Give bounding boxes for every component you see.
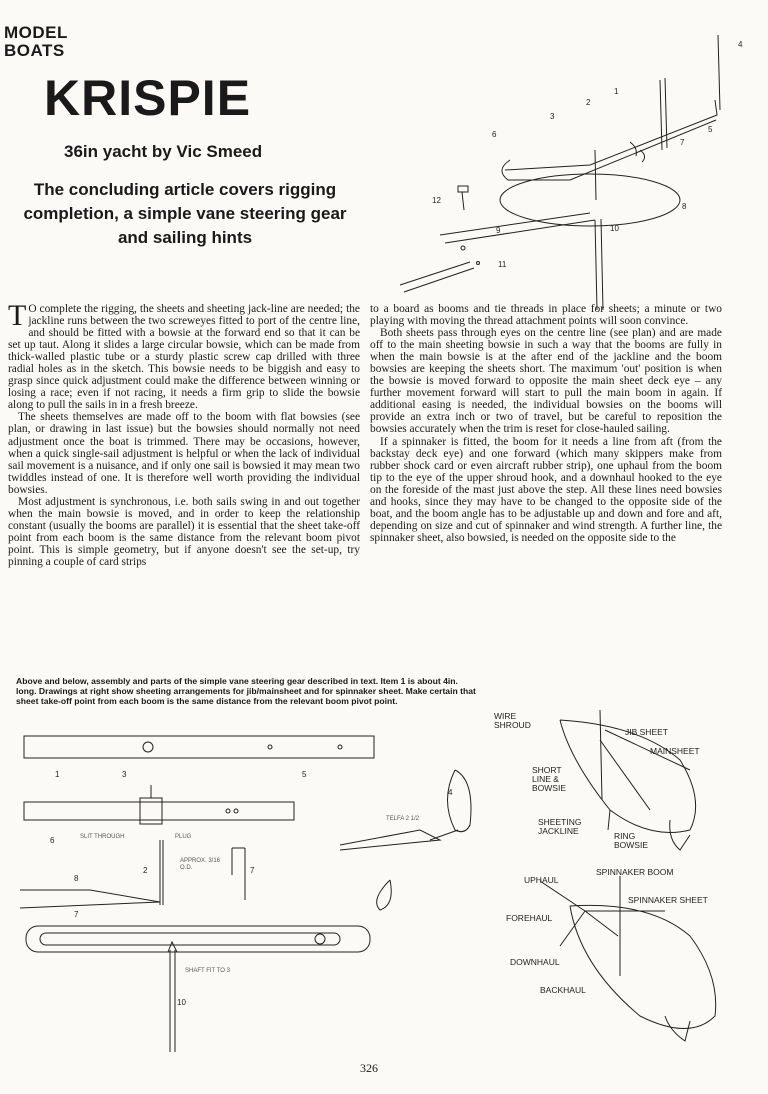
assembly-label-7: 7: [680, 138, 685, 147]
rig-label-short-line: SHORT LINE & BOWSIE: [532, 765, 567, 793]
rig-label-forehaul: FOREHAUL: [506, 913, 553, 923]
part-note-fin: TELFA 2 1/2: [386, 816, 420, 822]
rig-label-spinnaker-sheet: SPINNAKER SHEET: [628, 895, 708, 905]
assembly-label-9: 9: [496, 226, 501, 235]
part-note-approx: APPROX. 3/16 O.D.: [180, 858, 221, 871]
article-column-left: [8, 299, 360, 568]
assembly-label-3: 3: [550, 112, 555, 121]
assembly-label-4: 4: [738, 40, 743, 49]
vane-parts-drawing: [0, 730, 490, 1060]
part-note-shaft: SHAFT FIT TO 3: [185, 968, 230, 974]
part-label-6: 6: [50, 836, 55, 845]
rig-label-downhaul: DOWNHAUL: [510, 957, 560, 967]
part-label-7b: 7: [74, 910, 79, 919]
rig-label-jib-sheet: JIB SHEET: [625, 727, 668, 737]
assembly-label-6: 6: [492, 130, 497, 139]
assembly-label-11: 11: [498, 260, 507, 269]
assembly-label-2: 2: [586, 98, 591, 107]
assembly-label-12: 12: [432, 196, 441, 205]
part-label-4: 4: [448, 788, 453, 797]
part-note-slit: SLIT THROUGH: [80, 834, 125, 840]
paragraph: O complete the rigging, the sheets and sheeting jack-line are needed; the jackline runs between the two screweyes fitted to port of the centre line, and should be fitted with a bowsie at the forward end so that it can be set up taut. Along it slides a large circular bowsie, which can be made from thick-walled plastic tube or a sturdy plastic screw cap drilled with three radial holes as in the sketch. This bowsie needs to be biggish and easy to grasp since quick adjustment could make the difference between winning or losing a race; even if not racing, it needs a firm grip to slide the bowsie along to pull the sails in in a fresh breeze.: [8, 303, 360, 412]
part-label-7: 7: [250, 866, 255, 875]
article-column-right: [370, 303, 722, 544]
vane-assembly-drawing: [390, 30, 760, 300]
rig-label-mainsheet: MAINSHEET: [650, 746, 700, 756]
assembly-label-8: 8: [682, 202, 687, 211]
article-title: KRISPIE: [44, 70, 252, 126]
rig-label-wire-shroud: WIRE SHROUD: [494, 711, 531, 730]
standfirst: The concluding article covers rigging completion, a simple vane steering gear and sailing hints: [23, 180, 347, 247]
masthead-line2: BOATS: [4, 41, 65, 60]
page-number: 326: [360, 1061, 378, 1075]
paragraph: Most adjustment is synchronous, i.e. both sails swing in and out together when the main bowsie is moved, and in order to keep the relationship constant (usually the booms are parallel) it is essential that the sheet take-off point from each boom is the same distance from the relevant boom pivot point. This is simple geometry, but if anyone doesn't see the set-up, try pinning a couple of card strips: [8, 495, 360, 568]
part-label-10: 10: [177, 998, 186, 1007]
part-label-1: 1: [55, 770, 60, 779]
assembly-label-5: 5: [708, 125, 713, 134]
rig-label-ring-bowsie: RING BOWSIE: [614, 831, 649, 850]
assembly-label-1: 1: [614, 87, 619, 96]
assembly-label-10: 10: [610, 224, 619, 233]
spinnaker-arrangement-drawing: [500, 866, 760, 1046]
paragraph: If a spinnaker is fitted, the boom for it needs a line from aft (from the backstay deck eye) and one forward (which many skippers make from rubber shock card or even aircraft rubber strip), one uphaul from the boom tip to the eye of the upper shroud hook, and a downhaul hooked to the eye on the foreside of the mast just above the step. All these lines need bowsies and hooks, since they may have to be changed to the opposite side of the boat, and the boom angle has to be adjustable up and down and fore and aft, depending on size and cut of spinnaker and wind strength. A further line, the spinnaker sheet, also bowsied, is needed on the opposite side to the: [370, 435, 722, 544]
masthead-line1: MODEL: [4, 23, 68, 42]
spinnaker-hull-svg: [500, 866, 760, 1046]
paragraph: Both sheets pass through eyes on the centre line (see plan) and are made off to the main sheeting bowsie in such a way that the booms are fully in when the main bowsie is at the after end of the jackline and the boom bowsies are keeping the sheets short. The maximum 'out' position is when the bowsie is moved forward to opposite the main sheet deck eye – any further movement forward will start to pull the main boom in again. If additional easing is needed, the individual bowsies on the booms will provide an extra inch or two of travel, but be careful to reposition the bowsies accurately when the trim is reset for close-hauled sailing.: [370, 327, 722, 436]
vane-parts-svg: [0, 730, 490, 1060]
paragraph: The sheets themselves are made off to the boom with flat bowsies (see plan, or drawing in last issue) but the bowsies should normally not need adjustment once the boat is trimmed. There may be occasions, however, when a quick single-sail adjustment is helpful or when the lack of individual sail movement is a nuisance, and if only one sail is bowsied it may mean two twiddles instead of one. It is therefore well worth providing the individual bowsies.: [8, 411, 360, 496]
figure-caption: Above and below, assembly and parts of the simple vane steering gear described in text. Item 1 is about 4in. long. Drawings at right show sheeting arrangements for jib/mainsheet and for spinnaker sheet. Make certain that sheet take-off point from each boom is the same distance from the relevant boom pivot point.: [16, 676, 476, 706]
sheeting-arrangement-drawing: [490, 700, 760, 870]
part-label-2: 2: [143, 866, 148, 875]
rig-label-spinnaker-boom: SPINNAKER BOOM: [596, 867, 674, 877]
drop-cap: T: [8, 299, 27, 332]
byline: 36in yacht by Vic Smeed: [64, 142, 263, 161]
part-label-8: 8: [74, 874, 79, 883]
rig-label-uphaul: UPHAUL: [524, 875, 559, 885]
part-label-5: 5: [302, 770, 307, 779]
rig-label-sheeting-jackline: SHEETING JACKLINE: [538, 817, 582, 836]
part-note-plug: PLUG: [175, 834, 192, 840]
rig-label-backhaul: BACKHAUL: [540, 985, 586, 995]
part-label-3: 3: [122, 770, 127, 779]
masthead: [4, 24, 68, 60]
vane-assembly-svg: [390, 30, 760, 300]
paragraph: to a board as booms and tie threads in place for sheets; a minute or two playing with moving the thread attachment points will soon convince.: [370, 303, 722, 328]
